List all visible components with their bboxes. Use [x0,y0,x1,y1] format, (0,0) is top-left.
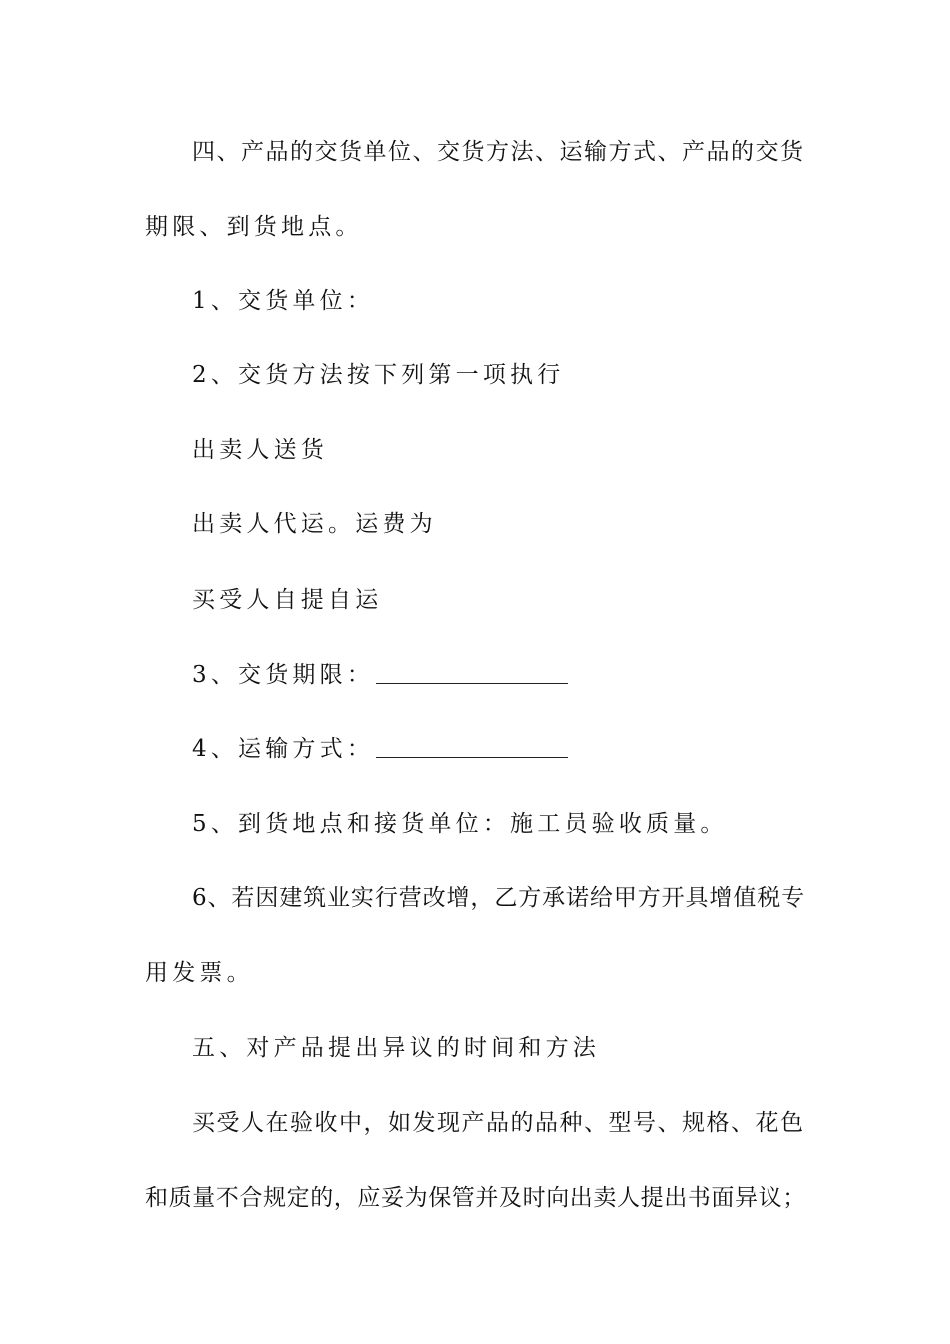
objection-paragraph-line2: 和质量不合规定的，应妥为保管并及时向出卖人提出书面异议； [145,1185,806,1211]
option-seller-ships: 出卖人代运。运费为 [192,511,437,537]
section-four-heading-line1: 四、产品的交货单位、交货方法、运输方式、产品的交货 [192,139,805,165]
delivery-deadline-item [192,660,810,690]
delivery-deadline-label: 3、交货期限： [192,662,375,688]
section-five-heading: 五、对产品提出异议的时间和方法 [192,1035,600,1061]
objection-paragraph-line1: 买受人在验收中，如发现产品的品种、型号、规格、花色 [192,1110,805,1136]
transport-method-item [192,734,810,764]
delivery-method-item: 2、交货方法按下列第一项执行 [192,362,565,388]
delivery-deadline-blank [376,683,568,684]
transport-method-label: 4、运输方式： [192,736,375,762]
option-buyer-picks-up: 买受人自提自运 [192,587,383,613]
transport-method-blank [376,757,568,758]
option-seller-delivers: 出卖人送货 [192,437,328,463]
section-four-heading-line2: 期限、到货地点。 [145,214,363,240]
destination-item: 5、到货地点和接货单位：施工员验收质量。 [192,811,728,837]
delivery-unit-item: 1、交货单位： [192,288,375,314]
vat-invoice-item-line1: 6、若因建筑业实行营改增，乙方承诺给甲方开具增值税专 [192,885,806,911]
vat-invoice-item-line2: 用发票。 [145,960,254,986]
